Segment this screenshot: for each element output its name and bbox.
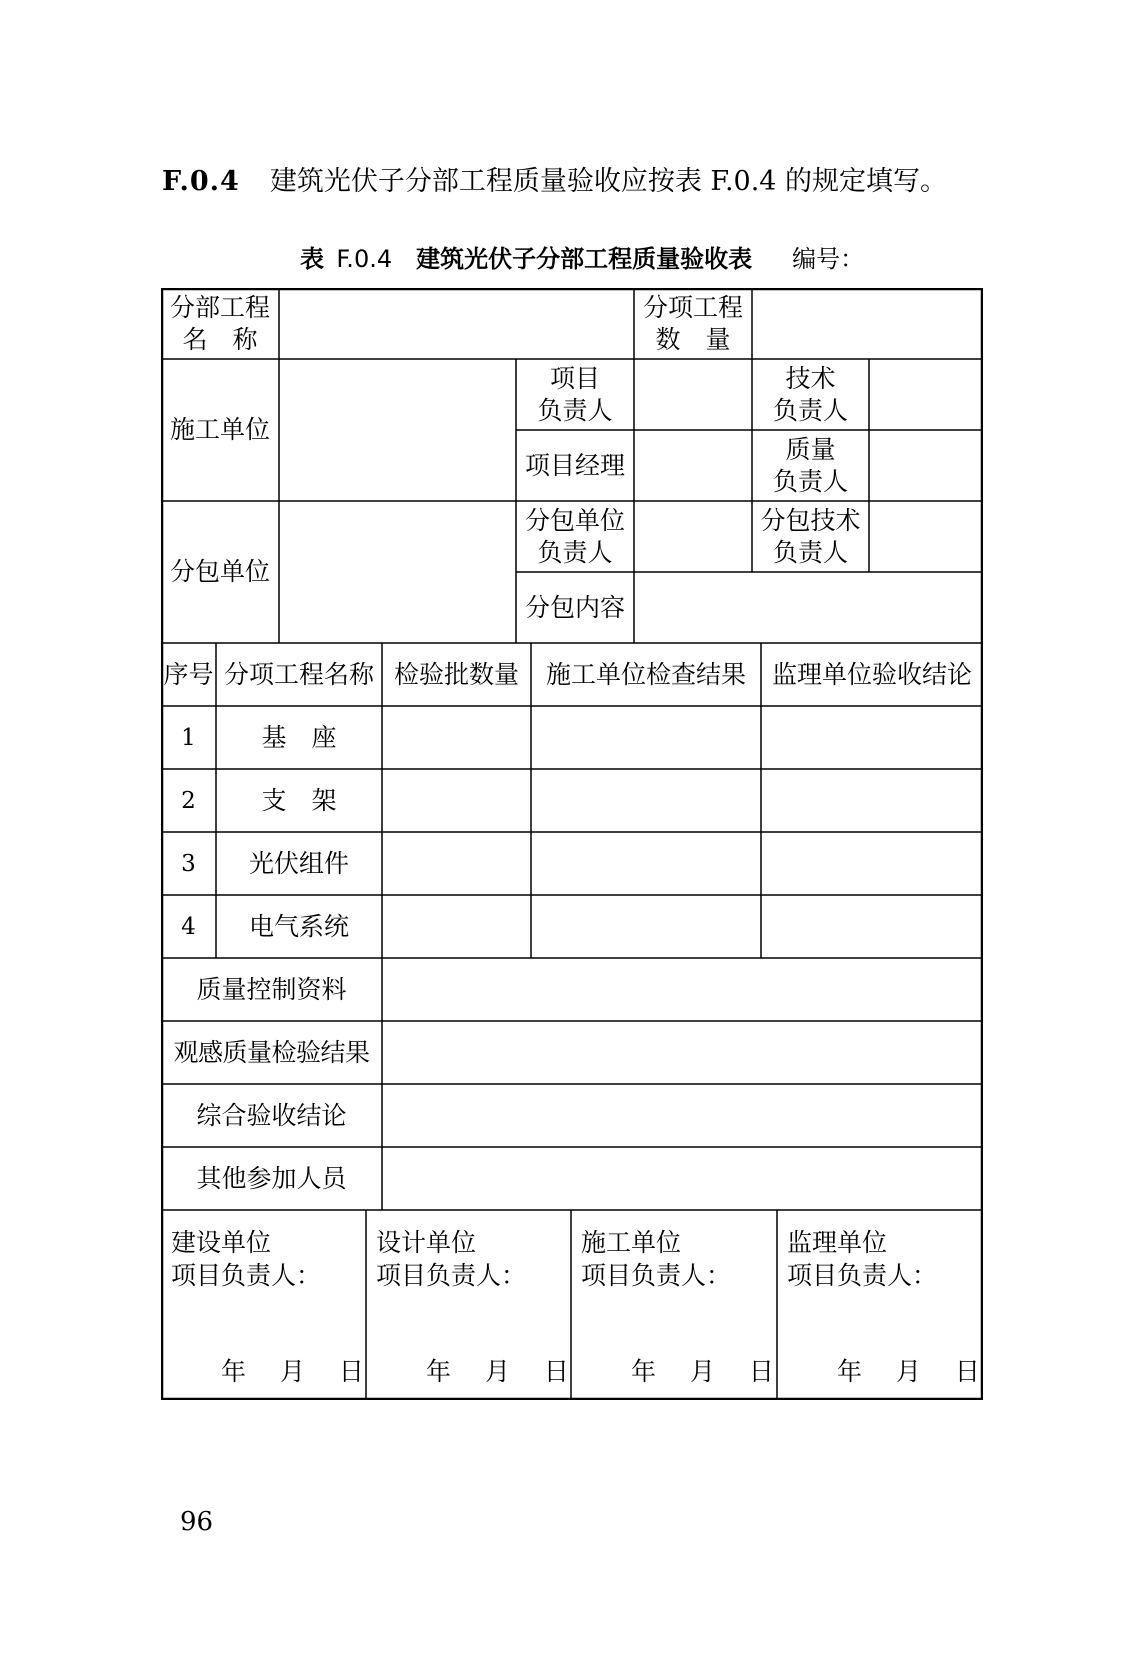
signature-designer-unit: 设计单位 [376, 1228, 477, 1257]
label-sub-unit-leader: 分包单位 负责人 [524, 505, 625, 567]
label-overall-conclusion: 综合验收结论 [196, 1100, 347, 1130]
column-header-batch-count: 检验批数量 [393, 659, 519, 689]
table-caption [300, 242, 864, 276]
label-subdivision-name: 分部工程 名 称 [169, 292, 270, 354]
signature-contractor-role: 项目负责人： [581, 1261, 732, 1290]
signature-owner [171, 1226, 321, 1292]
row-1-name: 基 座 [261, 722, 337, 752]
acceptance-form [161, 288, 983, 1400]
signature-supervisor-date: 年 月 日 [837, 1357, 980, 1386]
label-sub-content: 分包内容 [524, 592, 625, 622]
caption-prefix: 表 [300, 245, 324, 273]
signature-contractor-date: 年 月 日 [631, 1357, 774, 1386]
signature-supervisor [787, 1226, 937, 1292]
row-4-no: 4 [181, 913, 196, 940]
signature-supervisor-role: 项目负责人： [787, 1261, 938, 1290]
signature-contractor [581, 1226, 731, 1292]
row-1-no: 1 [181, 724, 196, 751]
label-project-manager: 项目经理 [524, 450, 625, 480]
row-3-no: 3 [181, 850, 196, 877]
column-header-inspection-result: 施工单位检查结果 [545, 659, 746, 689]
label-construction-unit: 施工单位 [169, 415, 270, 444]
label-item-count: 分项工程 数 量 [642, 292, 743, 354]
label-subcontractor: 分包单位 [169, 557, 270, 586]
row-4-name: 电气系统 [248, 911, 349, 941]
row-2-name: 支 架 [261, 785, 337, 815]
signature-contractor-unit: 施工单位 [581, 1228, 682, 1257]
label-sub-tech-leader: 分包技术 负责人 [760, 505, 861, 567]
signature-designer-date: 年 月 日 [426, 1357, 569, 1386]
label-quality-leader: 质量 负责人 [772, 434, 848, 496]
signature-owner-unit: 建设单位 [171, 1228, 272, 1257]
row-2-no: 2 [181, 787, 196, 814]
row-3-name: 光伏组件 [248, 848, 349, 878]
clause-text: 建筑光伏子分部工程质量验收应按表 F.0.4 的规定填写。 [269, 166, 948, 197]
column-header-supervision-conclusion: 监理单位验收结论 [771, 659, 972, 689]
label-appearance-quality: 观感质量检验结果 [173, 1037, 370, 1067]
label-technical-leader: 技术 负责人 [772, 363, 848, 425]
signature-supervisor-unit: 监理单位 [787, 1228, 888, 1257]
clause-paragraph [162, 162, 947, 202]
column-header-no: 序号 [163, 659, 214, 689]
signature-designer-role: 项目负责人： [376, 1261, 527, 1290]
signature-designer [376, 1226, 526, 1292]
signature-owner-role: 项目负责人： [171, 1261, 322, 1290]
label-project-leader: 项目 负责人 [537, 363, 613, 425]
clause-number: F.0.4 [162, 166, 240, 197]
label-other-participants: 其他参加人员 [196, 1163, 347, 1193]
caption-code: F.0.4 [336, 245, 393, 273]
page-number: 96 [180, 1507, 214, 1537]
caption-title: 建筑光伏子分部工程质量验收表 [416, 245, 753, 273]
label-quality-control-data: 质量控制资料 [196, 974, 347, 1004]
column-header-item-name: 分项工程名称 [223, 659, 374, 689]
signature-owner-date: 年 月 日 [221, 1357, 364, 1386]
serial-label: 编号： [792, 245, 865, 273]
